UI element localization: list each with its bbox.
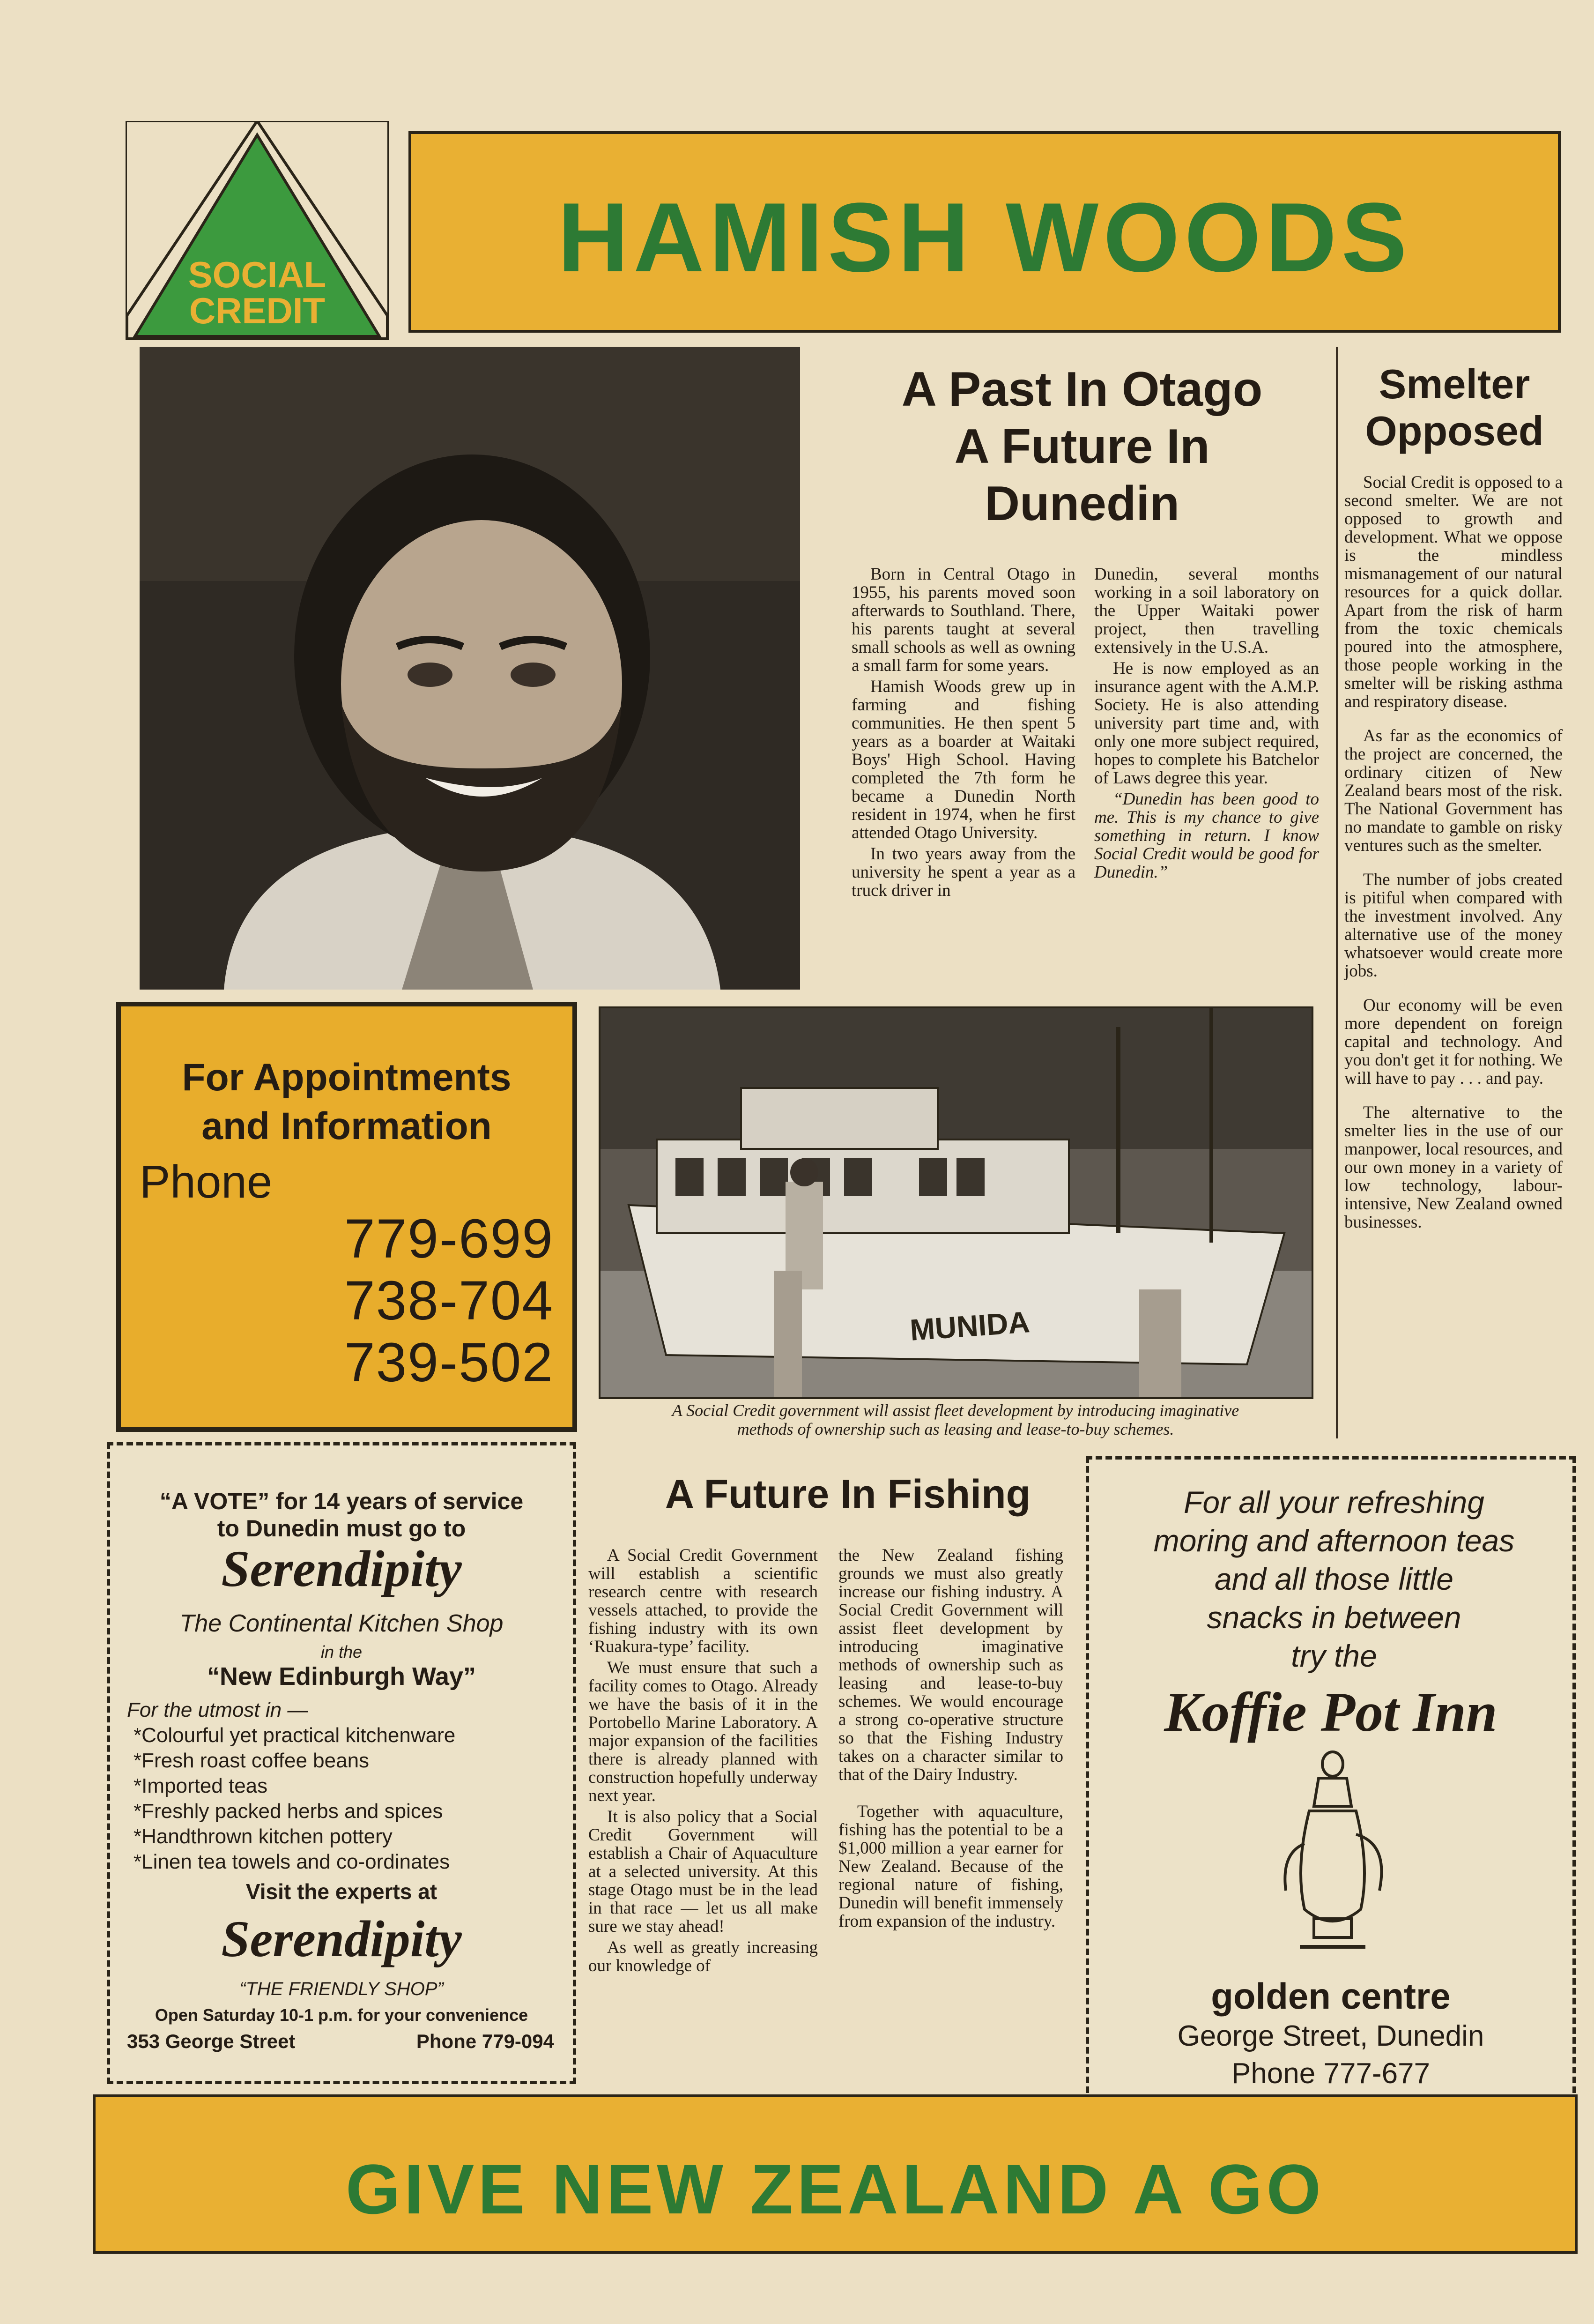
vote-intro-line-1: “A VOTE” for 14 years of service [159, 1488, 524, 1514]
location-label: “New Edinburgh Way” [207, 1662, 476, 1691]
product-item: *Handthrown kitchen pottery [133, 1825, 393, 1848]
smelter-paragraph: Our economy will be even more dependent on foreign capital and technology. And you don't get it for nothing. We will have to pay . . . and pay. [1344, 996, 1563, 1088]
koffie-pot-inn-name: Koffie Pot Inn [1164, 1681, 1498, 1743]
article-paragraph: Born in Central Otago in 1955, his parents moved soon afterwards to Southland. There, his parents taught at several small schools as well as owning a small farm for some years. [852, 565, 1075, 675]
article-paragraph: Hamish Woods grew up in farming and fishing communities. He then spent 5 years as a boarder at Waitaki Boys' High School. Having completed the 7th form he became a Dunedin North resident in 1974, when he first attended Otago University. [852, 677, 1075, 842]
fishing-paragraph: Together with aquaculture, fishing has the potential to be a $1,000 million a year earner for New Zealand. Because of the regional nature of fishing, Dunedin will benefit immensely from expansion of the industry. [838, 1802, 1063, 1931]
fishing-paragraph: We must ensure that such a facility comes to Otago. Already we have the basis of it in the Portobello Marine Laboratory. A major expansion of the facilities there is already planned with construction hopefully underway next year. [588, 1658, 818, 1805]
appointments-title-line-2: and Information [201, 1105, 492, 1147]
serendipity-logo-2: Serendipity [221, 1910, 462, 1967]
tagline-line: and all those little [1215, 1562, 1453, 1596]
smelter-paragraph: The alternative to the smelter lies in the use of our manpower, local resources, and our own money in a variety of low technology, labour-intensive, New Zealand owned businesses. [1344, 1103, 1563, 1232]
fishing-column-1 [588, 1546, 818, 1978]
smelter-article-body [1344, 473, 1563, 1247]
koffie-tagline [1103, 1483, 1565, 1675]
phone-number-2: 738-704 [344, 1270, 554, 1332]
tagline-line: try the [1291, 1639, 1377, 1673]
boat-illustration [601, 1008, 1313, 1399]
article-paragraph: In two years away from the university he spent a year as a truck driver in [852, 844, 1075, 900]
golden-centre-label: golden centre [1211, 1975, 1451, 2017]
vote-intro [110, 1488, 573, 1542]
article-paragraph: He is now employed as an insurance agent with the A.M.P. Society. He is also attending university part time and, with only one more subject required, hopes to complete his Batchelor of Laws degree this year. [1094, 659, 1319, 788]
portrait-illustration [140, 347, 800, 990]
candidate-name: HAMISH WOODS [557, 182, 1412, 292]
appointments-box [116, 1002, 577, 1432]
phone-number-3: 739-502 [344, 1332, 554, 1393]
social-credit-logo [126, 121, 389, 340]
product-item: *Imported teas [133, 1774, 268, 1797]
product-item: *Colourful yet practical kitchenware [133, 1724, 456, 1747]
fishing-paragraph: It is also policy that a Social Credit Government will establish a Chair of Aquaculture at a selected university. At this stage Otago must be in the lead in that race — let us all make sure we stay ahead! [588, 1807, 818, 1936]
shop-address: 353 George Street [127, 2030, 296, 2052]
visit-label: Visit the experts at [245, 1879, 437, 1904]
in-the-label: in the [320, 1642, 363, 1661]
fishing-paragraph: A Social Credit Government will establish a scientific research centre with research vessels attached, to provide the fishing industry with its own ‘Ruakura-type’ facility. [588, 1546, 818, 1656]
phone-label: Phone [140, 1156, 273, 1207]
vote-intro-line-2: to Dunedin must go to [217, 1515, 466, 1542]
coffee-pot-icon [1276, 1750, 1389, 1956]
product-item: *Freshly packed herbs and spices [133, 1800, 443, 1823]
tagline-line: snacks in between [1207, 1600, 1461, 1635]
opening-hours: Open Saturday 10-1 p.m. for your convenience [155, 2005, 528, 2025]
smelter-paragraph: The number of jobs created is pitiful when compared with the investment involved. Any alternative use of the money whatsoever would create more jobs. [1344, 870, 1563, 981]
article-past-headline [829, 361, 1335, 532]
article-paragraph: Dunedin, several months working in a soil laboratory on the Upper Waitaki power project, then travelling extensively in the U.S.A. [1094, 565, 1319, 657]
smelter-headline [1344, 361, 1564, 454]
appointments-title-line-1: For Appointments [182, 1056, 512, 1099]
serendipity-logo: Serendipity [221, 1540, 462, 1597]
headline-line-1: A Past In Otago [901, 362, 1263, 417]
koffie-phone: Phone 777-677 [1231, 2057, 1431, 2090]
koffie-street: George Street, Dunedin [1177, 2020, 1484, 2052]
shop-phone: Phone 779-094 [416, 2030, 554, 2052]
utmost-label: For the utmost in — [127, 1698, 308, 1721]
candidate-quote: “Dunedin has been good to me. This is my chance to give something in return. I know Social Credit would be good for Dunedin.” [1094, 790, 1319, 882]
tagline-line: For all your refreshing [1184, 1485, 1484, 1520]
article-past-column-1 [852, 565, 1075, 902]
headline-line-2: A Future In [954, 419, 1210, 474]
title-banner [408, 131, 1561, 333]
candidate-portrait-photo [140, 347, 800, 990]
fishing-headline: A Future In Fishing [665, 1472, 1031, 1517]
article-past-column-2 [1094, 565, 1319, 884]
product-item: *Fresh roast coffee beans [133, 1749, 370, 1772]
shop-subtitle: The Continental Kitchen Shop [179, 1610, 504, 1637]
smelter-headline-line-2: Opposed [1365, 408, 1544, 454]
phone-number-1: 779-699 [344, 1208, 554, 1270]
logo-text-credit: CREDIT [189, 290, 326, 331]
tagline-line: moring and afternoon teas [1153, 1523, 1515, 1558]
fishing-paragraph: the New Zealand fishing grounds we must also greatly increase our fishing industry. A Social Credit Government will assist fleet development by introducing imaginative methods of ownership such as leasing and lease-to-buy schemes. We would encourage a strong co-operative structure so that the Fishing Industry takes on a character similar to that of the Dairy Industry. [838, 1546, 1063, 1784]
smelter-paragraph: Social Credit is opposed to a second smelter. We are not opposed to growth and development. What we oppose is the mindless mismanagement of our natural resources for a quick dollar. Apart from the risk of harm from the toxic chemicals poured into the atmosphere, those people working in the smelter will be risking asthma and respiratory disease. [1344, 473, 1563, 711]
fishing-paragraph: As well as greatly increasing our knowledge of [588, 1938, 818, 1975]
logo-text-social: SOCIAL [188, 254, 326, 295]
koffie-pot-inn-advertisement [1086, 1456, 1576, 2103]
product-item: *Linen tea towels and co-ordinates [133, 1850, 450, 1873]
appointments-title [121, 1053, 572, 1151]
boat-photo-caption: A Social Credit government will assist fleet development by introducing imaginative methods of ownership such as leasing and lease-to-buy schemes. [672, 1401, 1239, 1438]
friendly-shop-label: “THE FRIENDLY SHOP” [239, 1979, 444, 1999]
footer-banner [93, 2094, 1578, 2254]
serendipity-advertisement [107, 1442, 576, 2084]
fishing-column-2 [838, 1546, 1063, 1933]
boat-name-label: MUNIDA [909, 1305, 1031, 1347]
munida-boat-photo [599, 1006, 1313, 1399]
headline-line-3: Dunedin [985, 477, 1179, 531]
smelter-paragraph: As far as the economics of the project are concerned, the ordinary citizen of New Zealand bears most of the risk. The National Government has no mandate to gamble on risky ventures such as the smelter. [1344, 726, 1563, 855]
sidebar-divider [1336, 347, 1338, 1438]
footer-slogan: GIVE NEW ZEALAND A GO [345, 2150, 1325, 2228]
smelter-headline-line-1: Smelter [1379, 361, 1530, 407]
